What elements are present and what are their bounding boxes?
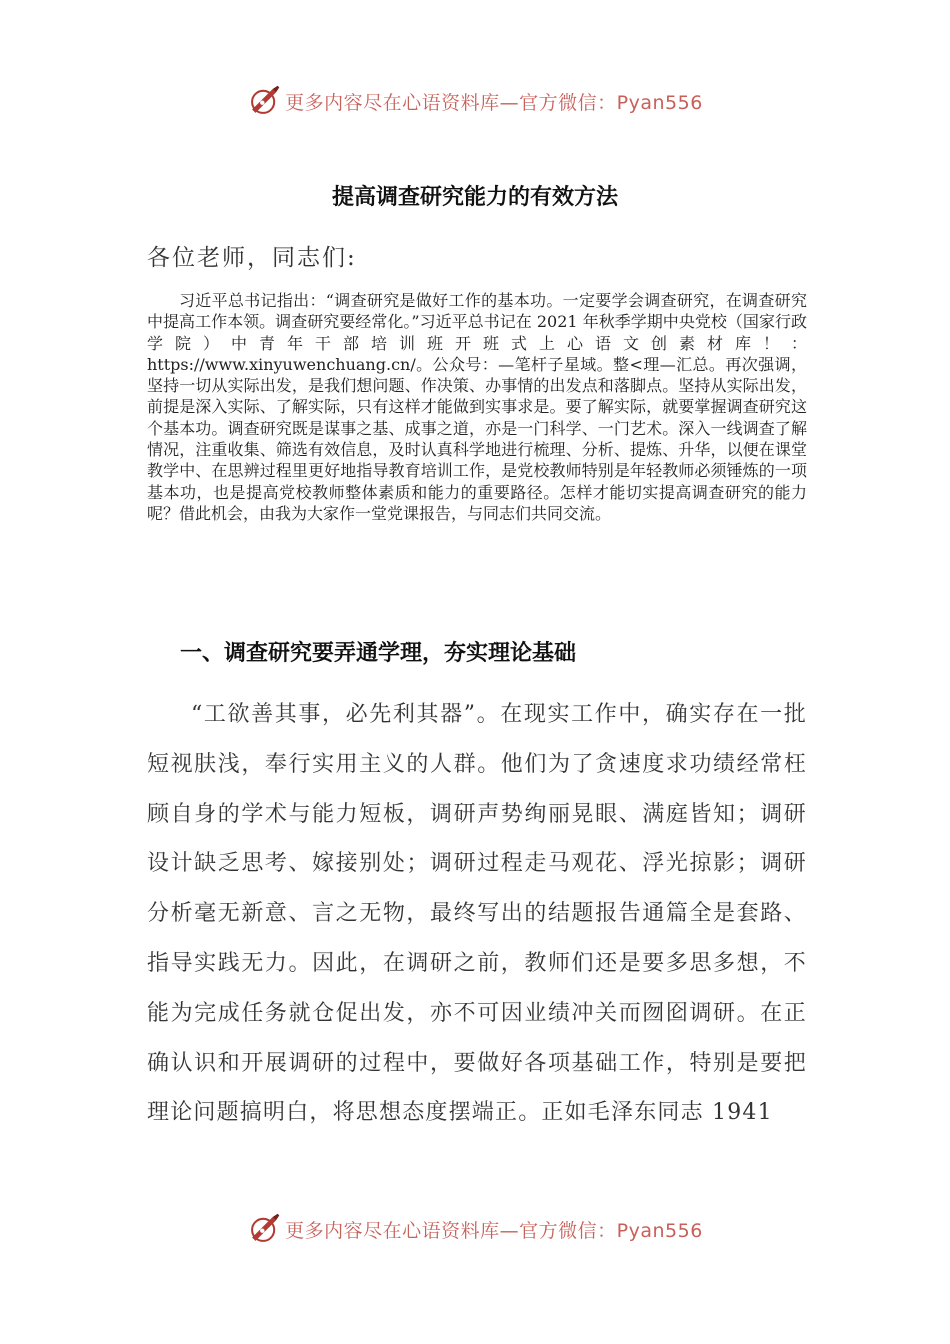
document-title: 提高调查研究能力的有效方法 xyxy=(331,185,618,210)
watermark-text: 更多内容尽在心语资料库—官方微信：Pyan556 xyxy=(285,91,703,114)
footer-watermark-banner xyxy=(0,1209,950,1249)
intro-paragraph: 习近平总书记指出：“调查研究是做好工作的基本功。一定要学会调查研究，在调查研究中提高工作本领。调查研究要经常化。”习近平总书记在 2021 年秋季学期中央党校（国家行政学院）中青年干部培训班开班式上心语文创素材库！：https://www.xinyuwenchuang.cn/。公众号：—笔杆子星域。整<理—汇总。再次强调，坚持一切从实际出发，是我们想问题、作决策、办事情的出发点和落脚点。坚持从实际出发，前提是深入实际、了解实际，只有这样才能做到实事求是。要了解实际，就要掌握调查研究这个基本功。调查研究既是谋事之基、成事之道，亦是一门科学、一门艺术。深入一线调查了解情况，注重收集、筛选有效信息，及时认真科学地进行梳理、分析、提炼、升华，以便在课堂教学中、在思辨过程里更好地指导教育培训工作，是党校教师特别是年轻教师必须锤炼的一项基本功，也是提高党校教师整体素质和能力的重要路径。怎样才能切实提高调查研究的能力呢？借此机会，由我为大家作一堂党课报告，与同志们共同交流。 xyxy=(147,291,807,523)
section-heading-1: 一、调查研究要弄通学理，夯实理论基础 xyxy=(180,641,577,666)
pen-logo-icon xyxy=(247,1212,281,1246)
pen-logo-icon xyxy=(247,84,281,118)
header-watermark-banner xyxy=(0,81,950,121)
watermark-text: 更多内容尽在心语资料库—官方微信：Pyan556 xyxy=(285,1219,703,1242)
greeting: 各位老师，同志们: xyxy=(147,245,357,271)
section-1-paragraph: “工欲善其事，必先利其器”。在现实工作中，确实存在一批短视肤浅，奉行实用主义的人群。他们为了贪速度求功绩经常枉顾自身的学术与能力短板，调研声势绚丽晃眼、满庭皆知；调研设计缺乏思考、嫁接别处；调研过程走马观花、浮光掠影；调研分析毫无新意、言之无物，最终写出的结题报告通篇全是套路、指导实践无力。因此，在调研之前，教师们还是要多思多想，不能为完成任务就仓促出发，亦不可因业绩冲关而囫囵调研。在正确认识和开展调研的过程中，要做好各项基础工作，特别是要把理论问题搞明白，将思想态度摆端正。正如毛泽东同志 1941 xyxy=(147,702,807,1126)
